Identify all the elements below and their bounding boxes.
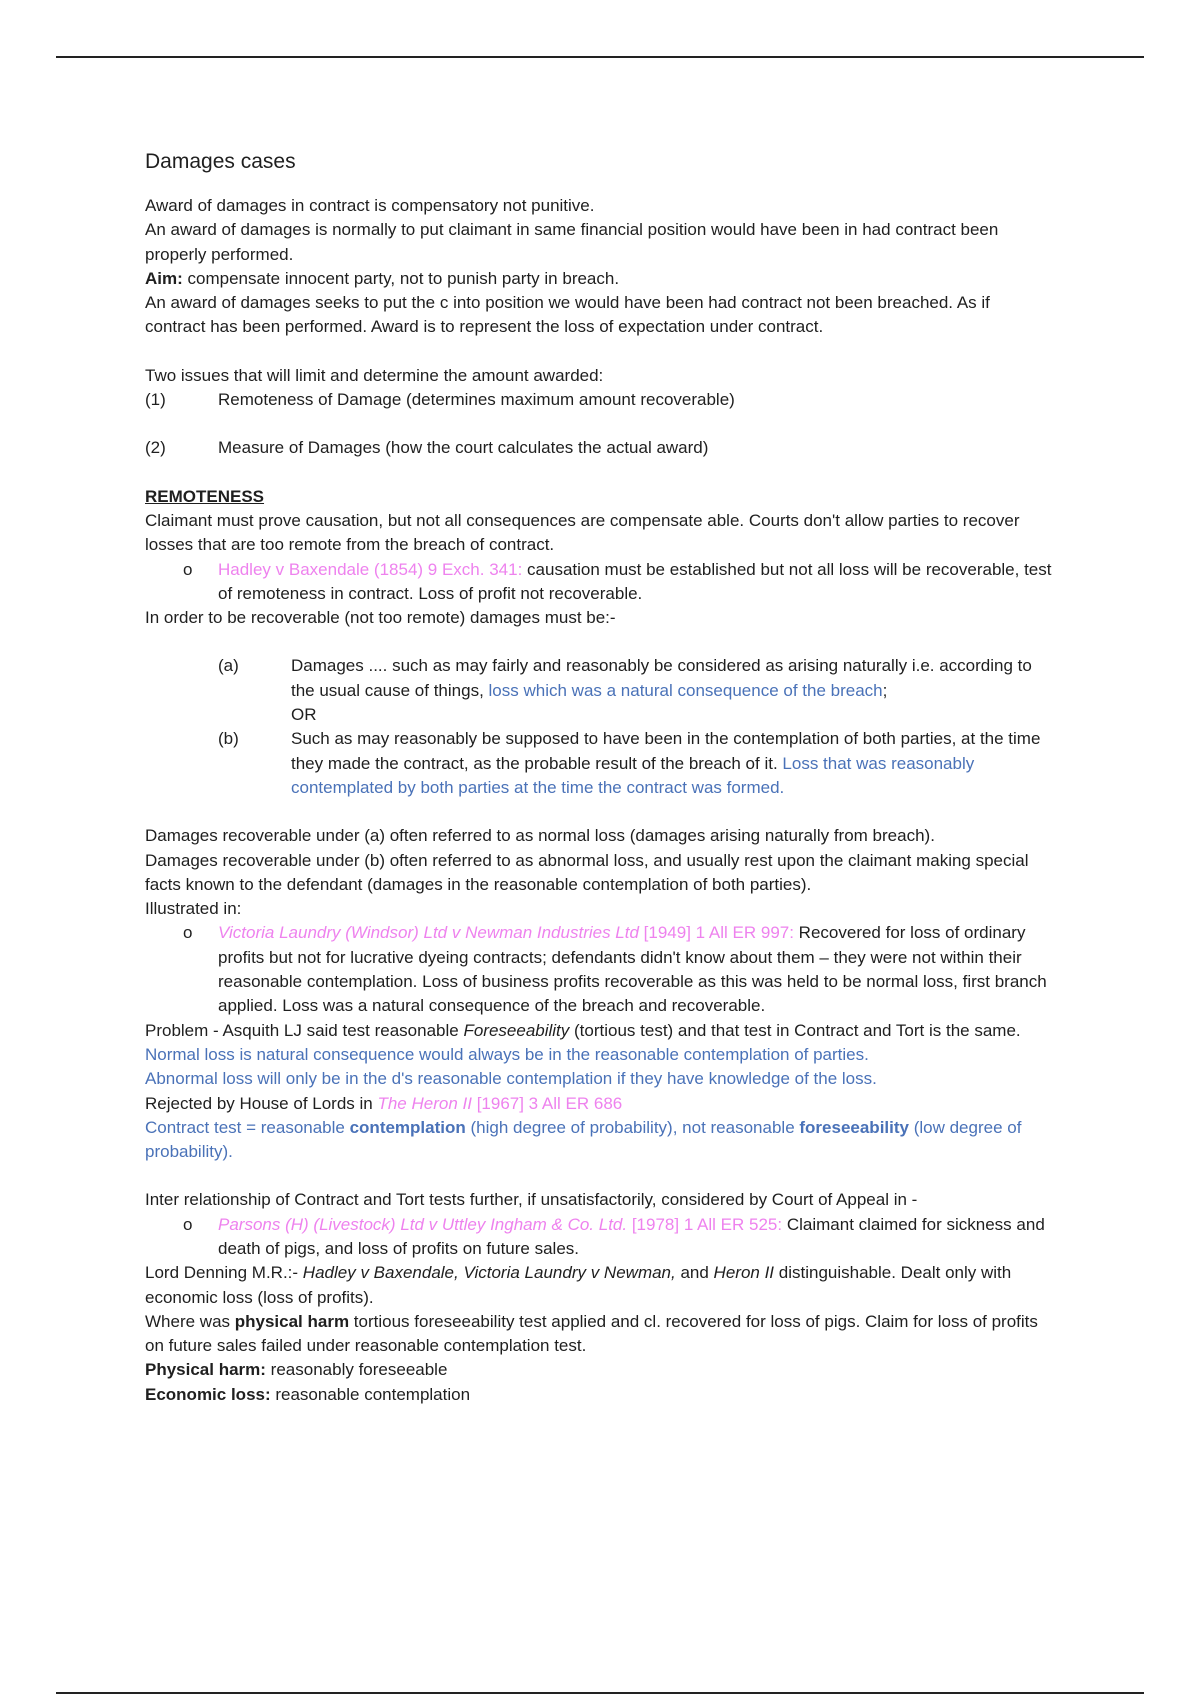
intro-line-1: Award of damages in contract is compensatory not punitive.	[145, 196, 595, 215]
denning-c: distinguishable. Dealt only with economic loss (loss of profits).	[145, 1263, 1012, 1307]
issue-number: (2)	[145, 438, 166, 458]
ct-contemplation: contemplation	[349, 1117, 466, 1137]
page-title: Damages cases	[145, 150, 296, 173]
denning-b: and	[675, 1263, 714, 1283]
economic-loss-text: reasonable contemplation	[270, 1384, 471, 1404]
denning-a: Lord Denning M.R.:-	[145, 1263, 303, 1283]
ct-a: Contract test = reasonable	[145, 1117, 350, 1137]
case-citation-hadley: Hadley v Baxendale (1854) 9 Exch. 341:	[218, 559, 523, 579]
bullet-text	[218, 1213, 1055, 1262]
bullet-mark: o	[183, 559, 193, 579]
victoria-bullet	[145, 921, 1055, 1018]
spacer	[145, 1164, 1055, 1188]
where-a: Where was	[145, 1311, 235, 1331]
limb-b	[145, 727, 1055, 800]
physical-harm-text: reasonably foreseeable	[265, 1360, 448, 1380]
physical-harm-line	[145, 1358, 1055, 1382]
where-line	[145, 1310, 1055, 1359]
remoteness-para-3: Damages recoverable under (a) often referred to as normal loss (damages arising naturally from breach).	[145, 826, 935, 846]
remoteness-heading: REMOTENESS	[145, 486, 265, 506]
ct-c: (high degree of probability), not reasonable	[465, 1117, 800, 1137]
hadley-text: causation must be established but not all loss will be recoverable, test of remoteness in contract. Loss of profit not recoverable.	[218, 559, 1052, 603]
aim-text: compensate innocent party, not to punish party in breach.	[182, 268, 620, 288]
hadley-bullet	[145, 558, 1055, 607]
economic-loss-label: Economic loss:	[145, 1384, 271, 1404]
limb-a-blue: loss which was a natural consequence of the breach	[488, 680, 883, 700]
footer-rule	[56, 1692, 1144, 1694]
bullet-text	[218, 921, 1055, 1018]
bullet-mark: o	[183, 1214, 193, 1234]
issue-text: Remoteness of Damage (determines maximum amount recoverable)	[218, 390, 735, 410]
remoteness-para-5: Illustrated in:	[145, 899, 242, 919]
bullet-mark: o	[183, 923, 193, 943]
rejected-line	[145, 1092, 1055, 1116]
case-citation-heron: The Heron II	[377, 1093, 472, 1113]
denning-line	[145, 1261, 1055, 1310]
aim-line	[145, 267, 1055, 291]
ct-d: (low degree of probability).	[145, 1117, 1022, 1162]
parsons-text: Claimant claimed for sickness and death of pigs, and loss of profits on future sales.	[218, 1214, 1045, 1258]
case-citation-victoria: Victoria Laundry (Windsor) Ltd v Newman Industries Ltd	[218, 923, 639, 943]
intro-line-2: An award of damages is normally to put claimant in same financial position would have been in had contract been properly performed.	[145, 220, 999, 264]
economic-loss-line	[145, 1383, 1055, 1407]
issues-lead: Two issues that will limit and determine the amount awarded:	[145, 365, 604, 385]
remoteness-para-2: In order to be recoverable (not too remote) damages must be:-	[145, 608, 616, 628]
problem-line	[145, 1019, 1055, 1043]
contract-test-line	[145, 1116, 1055, 1165]
issue-number: (1)	[145, 390, 166, 410]
problem-a: Problem - Asquith LJ said test reasonable	[145, 1020, 464, 1040]
victoria-text: Recovered for loss of ordinary profits but not for lucrative dyeing contracts; defendants didn't know about them – they were not within their reasonable contemplation. Loss of business profits recoverable as this was held to be normal loss, first branch applied. Loss was a natural consequence of the breach and recoverable.	[218, 923, 1047, 1016]
intro-line-4: An award of damages seeks to put the c into position we would have been had contract not been breached. As if contract has been performed. Award is to represent the loss of expectation under contract.	[145, 293, 990, 337]
case-citation-parsons-cite: [1978] 1 All ER 525:	[627, 1214, 783, 1234]
where-physical-harm: physical harm	[234, 1311, 350, 1331]
remoteness-para-4: Damages recoverable under (b) often referred to as abnormal loss, and usually rest upon the claimant making special facts known to the defendant (damages in the reasonable contemplation of both parties).	[145, 850, 1029, 894]
issue-item	[145, 436, 1055, 460]
case-citation-victoria-cite: [1949] 1 All ER 997:	[638, 923, 794, 943]
document-page	[145, 140, 1055, 1407]
normal-loss-line: Normal loss is natural consequence would always be in the reasonable contemplation of parties.	[145, 1044, 869, 1064]
denning-heron: Heron II	[713, 1263, 775, 1283]
limb-a-text	[291, 654, 1055, 727]
limb-a-end: ;	[882, 680, 888, 700]
denning-cases: Hadley v Baxendale, Victoria Laundry v Newman,	[302, 1263, 676, 1283]
limb-or: OR	[291, 705, 317, 725]
case-citation-parsons: Parsons (H) (Livestock) Ltd v Uttley Ingham & Co. Ltd.	[218, 1214, 628, 1234]
ct-foreseeability: foreseeability	[799, 1117, 909, 1137]
inter-line: Inter relationship of Contract and Tort tests further, if unsatisfactorily, considered by Court of Appeal in -	[145, 1190, 918, 1210]
spacer	[145, 412, 1055, 436]
limb-a	[145, 654, 1055, 727]
limb-a-label: (a)	[218, 656, 239, 676]
parsons-bullet	[145, 1213, 1055, 1262]
case-citation-heron-cite: [1967] 3 All ER 686	[471, 1093, 623, 1113]
problem-b: (tortious test) and that test in Contract and Tort is the same.	[569, 1020, 1021, 1040]
remoteness-para-1: Claimant must prove causation, but not all consequences are compensate able. Courts don't allow parties to recover losses that are too remote from the breach of contract.	[145, 510, 1020, 555]
where-c: tortious foreseeability test applied and cl. recovered for loss of pigs. Claim for loss of profits on future sales failed under reasonable contemplation test.	[145, 1311, 1038, 1356]
limb-b-label: (b)	[218, 729, 239, 749]
bullet-text	[218, 558, 1055, 607]
rejected-text: Rejected by House of Lords in	[145, 1093, 378, 1113]
limb-b-blue: Loss that was reasonably contemplated by both parties at the time the contract was formed.	[291, 753, 975, 797]
spacer	[145, 800, 1055, 824]
spacer	[145, 461, 1055, 485]
limb-b-text	[291, 727, 1055, 800]
limb-a-body: Damages .... such as may fairly and reasonably be considered as arising naturally i.e. according to the usual cause of things,	[291, 656, 1032, 700]
issue-item	[145, 388, 1055, 412]
physical-harm-label: Physical harm:	[145, 1360, 266, 1380]
spacer	[145, 630, 1055, 654]
issue-text: Measure of Damages (how the court calculates the actual award)	[218, 438, 709, 458]
abnormal-loss-line: Abnormal loss will only be in the d's reasonable contemplation if they have knowledge of the loss.	[145, 1069, 877, 1089]
aim-label: Aim:	[145, 268, 183, 288]
limb-b-body: Such as may reasonably be supposed to have been in the contemplation of both parties, at the time they made the contract, as the probable result of the breach of it.	[291, 729, 1041, 773]
spacer	[145, 340, 1055, 364]
header-rule	[56, 56, 1144, 58]
problem-italic: Foreseeability	[463, 1020, 570, 1040]
